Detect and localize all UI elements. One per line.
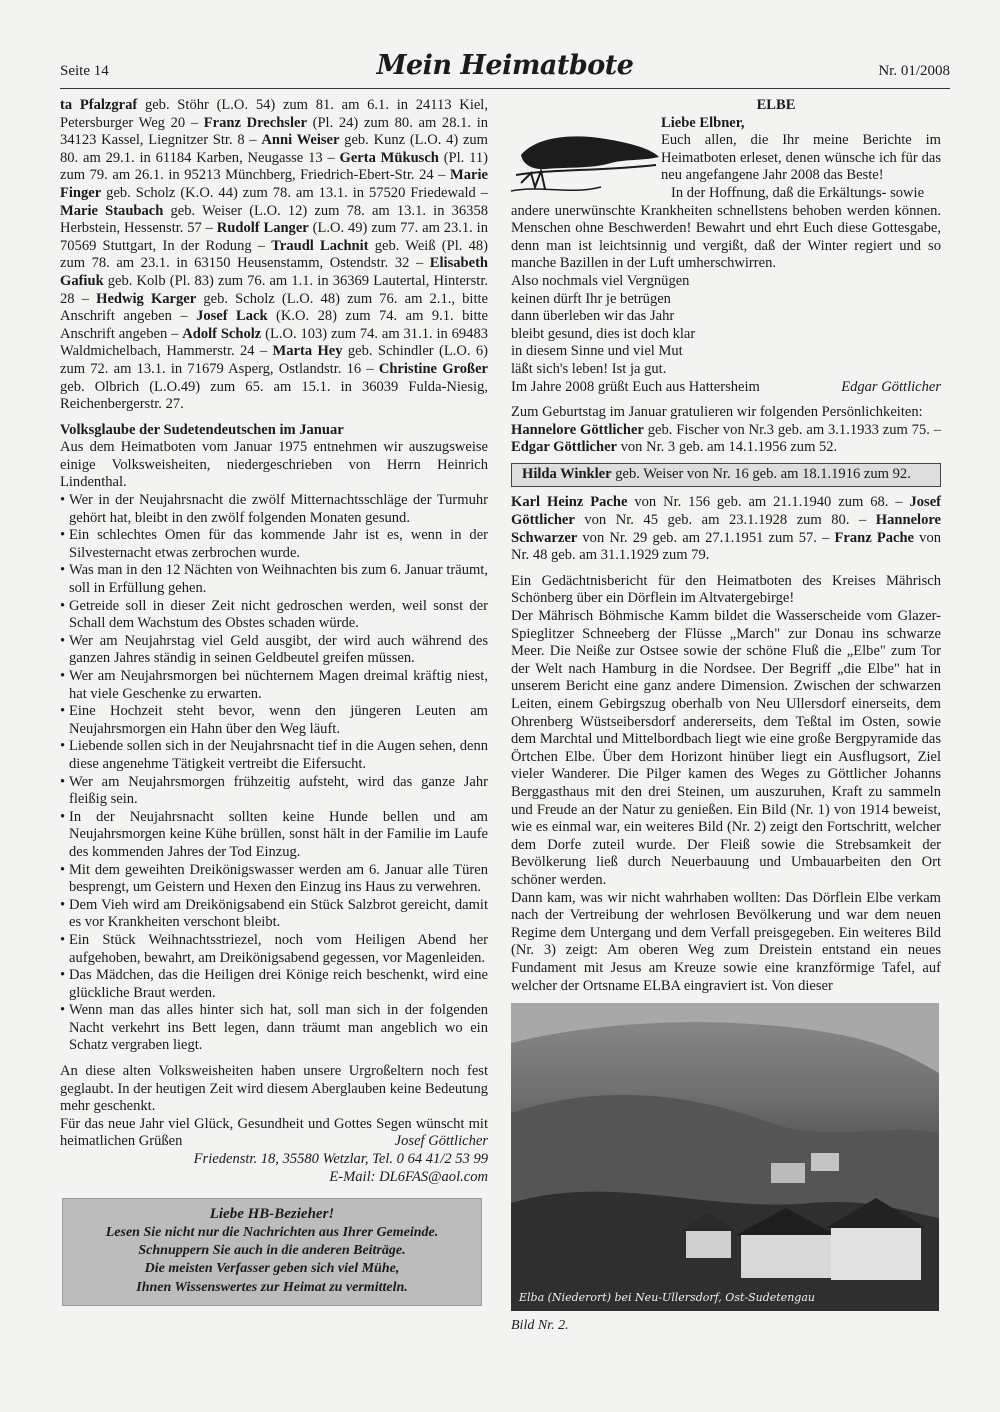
highlight-birthday-box [511, 463, 941, 488]
birthday-name: Rudolf Langer [216, 220, 309, 237]
folk-belief-item: • In der Neujahrsnacht sollten keine Hunde bellen und am Neujahrsmorgen keine Kühe brüllen, sonst hält in der Familie im Laufe des kommenden Jahres der Tod Einzug. [60, 809, 488, 862]
folk-belief-outro: An diese alten Volksweisheiten haben unsere Urgroßeltern noch fest geglaubt. In der heutigen Zeit wird diesem Aberglauben keine Bedeutung mehr geschenkt. [60, 1063, 488, 1115]
notice-line: Lesen Sie nicht nur die Nachrichten aus Ihrer Gemeinde. [105, 1224, 439, 1240]
birthday-details: von Nr. 156 geb. am 21.1.1940 zum 68. – [627, 494, 910, 511]
notice-line: Die meisten Verfasser geben sich viel Mühe, [144, 1261, 400, 1277]
signature-text: Im Jahre 2008 grüßt Euch aus Hattersheim [511, 378, 760, 395]
photo-caption: Bild Nr. 2. [511, 1318, 569, 1334]
birthday-name: Edgar Göttlicher [511, 439, 617, 456]
folk-belief-item: • Wer in der Neujahrsnacht die zwölf Mitternachtsschläge der Turmuhr gehört hat, bleibt in den zwölf folgenden Monaten gesund. [60, 492, 488, 527]
folk-belief-item: • Was man in den 12 Nächten von Weihnachten bis zum 6. Januar träumt, soll in Erfüllung gehen. [60, 562, 488, 597]
birthday-details: von Nr. 29 geb. am 27.1.1951 zum 57. – [577, 529, 835, 546]
birthday-details: geb. Kolb (Pl. 83) zum 76. am 1.1. in 36369 Lautertal, Hinterstr. 28 – [60, 272, 488, 307]
memorial-intro: Ein Gedächtnisbericht für den Heimatboten des Kreises Mährisch Schönberg über ein Dörflein im Altvatergebirge! [511, 572, 941, 607]
memorial-paragraph-1: Der Mährisch Böhmische Kamm bildet die Wasserscheide vom Glazer-Spieglitzer Schneeberg der Flüsse „March" zur Donau ins schwarze Meer. Die Neiße zur Ostsee sowie der schöne Fluß die „Elbe" zum Tor der Welt nach Hamburg in die Nordsee. Der Begriff „die Elbe" hat in unserem Bericht eine ganz andere Dimension. Zwischen der schwarzen Leiten, einem Gebirgszug oberhalb von Neu Ullersdorf einerseits, dem Ohrenberg Wüstseibersdorf andererseits, dem Teßtal im Osten, sowie dem Marchtal und Mittelbordbach liegt wie eine große Bergpyramide das Örtchen Elbe. Über dem Horizont hinüber liegt ein Ausflugsort, Ziel vieler Wanderer. Die Pilger kamen des Weges zu Göttlicher Johanns Berggasthaus mit den drei Steinen, um auszuruhen, Kraft zu sammeln und Freude an der Natur zu genießen. Ein Bild (Nr. 1) von 1914 beweist, wie es einmal war, ein weiteres Bild (Nr. 2) zeigt den Fortschritt, welcher dem Dorfe zuteil wurde. Der Fleiß sowie die Strebsamkeit der Bevölkerung ließ durch Neuerbauung und Umbauarbeiten den Ort schöner werden. [511, 608, 941, 888]
photo-inscription: Elba (Niederort) bei Neu-Ullersdorf, Ost-Sudetengau [519, 1291, 815, 1305]
birthday-details: geb. Schindler (L.O. 6) zum 72. am 13.1. in 71679 Asperg, Ostlandstr. 16 – [60, 343, 488, 377]
birthday-name: Anni Weiser [261, 132, 340, 149]
folk-belief-item: • Das Mädchen, das die Heiligen drei Könige reich beschenkt, wird eine glückliche Braut werden. [60, 967, 488, 1002]
birthday-details: geb. Scholz (L.O. 48) zum 76. am 2.1., bitte Anschrift angeben – [60, 290, 488, 325]
masthead-title: Mein Heimatbote [376, 50, 634, 81]
birthday-name: Hannelore Göttlicher [511, 421, 644, 438]
birthday-details: (K.O. 28) zum 74. am 9.1. bitte Anschrift angeben – [60, 308, 489, 342]
birthday-details: geb. Fischer von Nr.3 geb. am 3.1.1933 zum 75. – [643, 421, 941, 438]
folk-belief-item: • Wer am Neujahrstag viel Geld ausgibt, der wird auch während des ganzen Jahres ständig in seinen Geldbeutel greifen müssen. [60, 633, 488, 668]
birthday-details: (Pl. 11) zum 79. am 26.1. in 95213 Münchberg, Friedrich-Ebert-Str. 24 – [60, 149, 488, 184]
birthday-name: Franz Drechsler [203, 114, 307, 131]
folk-belief-item: • Eine Hochzeit steht bevor, wenn den jüngeren Leuten am Neujahrsmorgen ein Hahn über den Weg läuft. [60, 703, 488, 738]
folk-belief-list [60, 492, 488, 1055]
author-address: Friedenstr. 18, 35580 Wetzlar, Tel. 0 64 41/2 53 99 [193, 1151, 488, 1168]
folk-belief-item: • Ein schlechtes Omen für das kommende Jahr ist es, wenn in der Silvesternacht etwas zerbrochen wurde. [60, 527, 488, 562]
author-email: E-Mail: DL6FAS@aol.com [329, 1168, 488, 1185]
folk-belief-heading: Volksglaube der Sudetendeutschen im Januar [60, 421, 344, 438]
right-column [511, 97, 941, 1335]
author-signature: Josef Göttlicher [394, 1133, 488, 1150]
memorial-paragraph-2: Dann kam, was wir nicht wahrhaben wollten: Das Dörflein Elbe verkam nach der Vertreibung der wehrlosen Bevölkerung und war dem neuen Regime dem Untergang und dem Verfall preisgegeben. Ein weiteres Bild (Nr. 3) zeigt: Am oberen Weg zum Dreistein entstand ein neues Fundament mit Jesus am Kreuze sowie eine kranzförmige Tafel, auf welcher der Ortsname ELBA eingraviert ist. Von dieser [511, 889, 941, 994]
birthday-details: geb. Weiser (L.O. 12) zum 78. am 13.1. in 36358 Herbstein, Hessenstr. 57 – [60, 202, 488, 237]
birthday-details: geb. Olbrich (L.O.49) zum 65. am 15.1. in 36039 Fulda-Niesig, Reichenbergerstr. 27. [60, 378, 488, 413]
highlight-text: geb. Weiser von Nr. 16 geb. am 18.1.1916 zum 92. [611, 465, 911, 482]
folk-belief-item: • Wer am Neujahrsmorgen frühzeitig aufsteht, wird das ganze Jahr fleißig sein. [60, 774, 488, 809]
birthday-name: Hannelore Schwarzer [511, 512, 941, 546]
highlight-name: Hilda Winkler [522, 465, 612, 482]
hb-reader-notice [62, 1198, 482, 1306]
elbe-intro [511, 97, 941, 203]
elbe-heading: ELBE [756, 97, 796, 113]
page-number: Seite 14 [60, 63, 109, 79]
birthday-name: Christine Großer [378, 360, 488, 377]
birthday-details: (L.O. 103) zum 74. am 31.1. in 69483 Waldmichelbach, Hammerstr. 24 – [60, 325, 488, 360]
poem [511, 273, 941, 379]
elbe-signature-line [511, 379, 941, 397]
notice-line: Liebe HB-Bezieher! [209, 1206, 335, 1223]
birthday-list-elbe [511, 422, 941, 457]
birthday-name: ta Pfalzgraf [60, 97, 138, 113]
birthday-name: Hedwig Karger [96, 290, 197, 307]
birthday-name: Karl Heinz Pache [511, 494, 628, 511]
poem-line: dann überleben wir das Jahr [511, 308, 675, 325]
congrats-text: Zum Geburtstag im Januar gratulieren wir folgenden Persönlichkeiten: [511, 404, 923, 421]
birthday-name: Josef Göttlicher [511, 494, 941, 529]
birthday-name: Marta Hey [272, 343, 343, 360]
birthday-details: von Nr. 48 geb. am 31.1.1929 zum 79. [511, 529, 941, 564]
birthday-details: (L.O. 49) zum 77. am 23.1. in 70569 Stuttgart, In der Rodung – [60, 220, 488, 254]
elbe-salutation: Liebe Elbner, [661, 114, 745, 131]
folk-belief-item: • Wenn man das alles hinter sich hat, soll man sich in der folgenden Nacht verkehrt ins Bett legen, dann träumt man angeblich wo ein Schatz vergraben liegt. [60, 1002, 488, 1055]
notice-line: Schnuppern Sie auch in die anderen Beiträge. [138, 1243, 406, 1259]
birthday-name: Josef Lack [196, 308, 268, 325]
poem-line: in diesem Sinne und viel Mut [511, 343, 683, 360]
folk-belief-item: • Ein Stück Weihnachtsstriezel, noch vom Heiligen Abend her aufgehoben, bewahrt, am Dreikönigsabend gegessen, vor Magenleiden. [60, 932, 488, 967]
photo-scene [511, 1003, 939, 1311]
birthday-list [60, 97, 488, 414]
birthday-name: Elisabeth Gafiuk [60, 255, 488, 289]
elbe-intro-text: Euch allen, die Ihr meine Berichte im Heimatboten erleset, denen wünsche ich für das neu angefangene Jahr 2008 das Beste! [661, 132, 941, 184]
birthday-name: Marie Staubach [60, 202, 164, 219]
greeting-text: Für das neue Jahr viel Glück, Gesundheit und Gottes Segen wünscht mit heimatlichen Grüßen Josef Göttlicher [60, 1115, 488, 1150]
folk-belief-item: • Liebende sollen sich in der Neujahrsnacht tief in die Augen sehen, denn diese angenehme Tätigkeit vertreibt die Eifersucht. [60, 738, 488, 773]
village-photo [511, 1003, 939, 1311]
notice-line: Ihnen Wissenswertes zur Heimat zu vermitteln. [136, 1279, 408, 1295]
birthday-name: Traudl Lachnit [271, 237, 369, 254]
poem-line: bleibt gesund, dies ist doch klar [511, 325, 696, 342]
page-header [60, 50, 950, 89]
folk-belief-item: • Wer am Neujahrsmorgen bei nüchternem Magen dreimal kräftig niest, hat viele Geschenke zu erwarten. [60, 668, 488, 703]
birthday-name: Marie Finger [60, 167, 488, 201]
ink-landscape-illustration [511, 125, 661, 203]
birthday-details: von Nr. 3 geb. am 14.1.1956 zum 52. [617, 439, 838, 456]
left-column [60, 97, 488, 1306]
birthday-details: geb. Stöhr (L.O. 54) zum 81. am 6.1. in 24113 Kiel, Petersburger Weg 20 – [60, 97, 488, 131]
birthday-details: von Nr. 45 geb. am 23.1.1928 zum 80. – [574, 512, 876, 529]
folk-belief-item: • Mit dem geweihten Dreikönigswasser werden am 6. Januar alle Türen besprengt, um Geistern und Hexen den Einzug ins Haus zu verwehren. [60, 862, 488, 897]
folk-belief-item: • Dem Vieh wird am Dreikönigsabend ein Stück Salzbrot gereicht, damit es vor Krankheiten verschont bleibt. [60, 897, 488, 932]
poem-line: läßt sich's leben! Ist ja gut. [511, 360, 667, 377]
birthday-name: Gerta Mükusch [339, 149, 439, 166]
elbe-intro-continued: andere unerwünschte Krankheiten schnellstens behoben werden können. Menschen ohne Beschwerden! Bewahrt und ehrt Euch diese Gottesgabe, denn man ist leichtsinnig und vergißt, daß der Winter regiert und so manche Bazillen in der Luft umherschwirren. [511, 202, 941, 272]
folk-belief-item: • Getreide soll in dieser Zeit nicht gedroschen werden, weil sonst der Schall dem Wachstum des Obstes schaden würde. [60, 598, 488, 633]
birthday-details: geb. Scholz (K.O. 44) zum 78. am 13.1. in 57520 Friedewald – [101, 184, 488, 201]
birthday-name: Adolf Scholz [182, 325, 262, 342]
birthday-name: Franz Pache [834, 529, 915, 546]
birthday-details: (Pl. 24) zum 80. am 28.1. in 34123 Kassel, Liegnitzer Str. 8 – [60, 114, 489, 149]
poem-line: keinen dürft Ihr je betrügen [511, 290, 671, 307]
folk-belief-intro: Aus dem Heimatboten vom Januar 1975 entnehmen wir auszugsweise einige Volksweisheiten, niedergeschrieben von Herrn Heinrich Lindenthal. [60, 439, 488, 491]
birthday-details: geb. Kunz (L.O. 4) zum 80. am 29.1. in 61184 Karben, Neugasse 13 – [60, 132, 488, 166]
poem-line: Also nochmals viel Vergnügen [511, 272, 690, 289]
birthday-list-elbe-2 [511, 494, 941, 564]
birthday-details: geb. Weiß (Pl. 48) zum 78. am 23.1. in 63150 Heusenstamm, Ostendstr. 32 – [60, 237, 488, 272]
issue-number: Nr. 01/2008 [878, 63, 950, 79]
signature-name: Edgar Göttlicher [841, 378, 941, 395]
elbe-intro-text-2: In der Hoffnung, daß die Erkältungs- sowie [671, 184, 925, 201]
